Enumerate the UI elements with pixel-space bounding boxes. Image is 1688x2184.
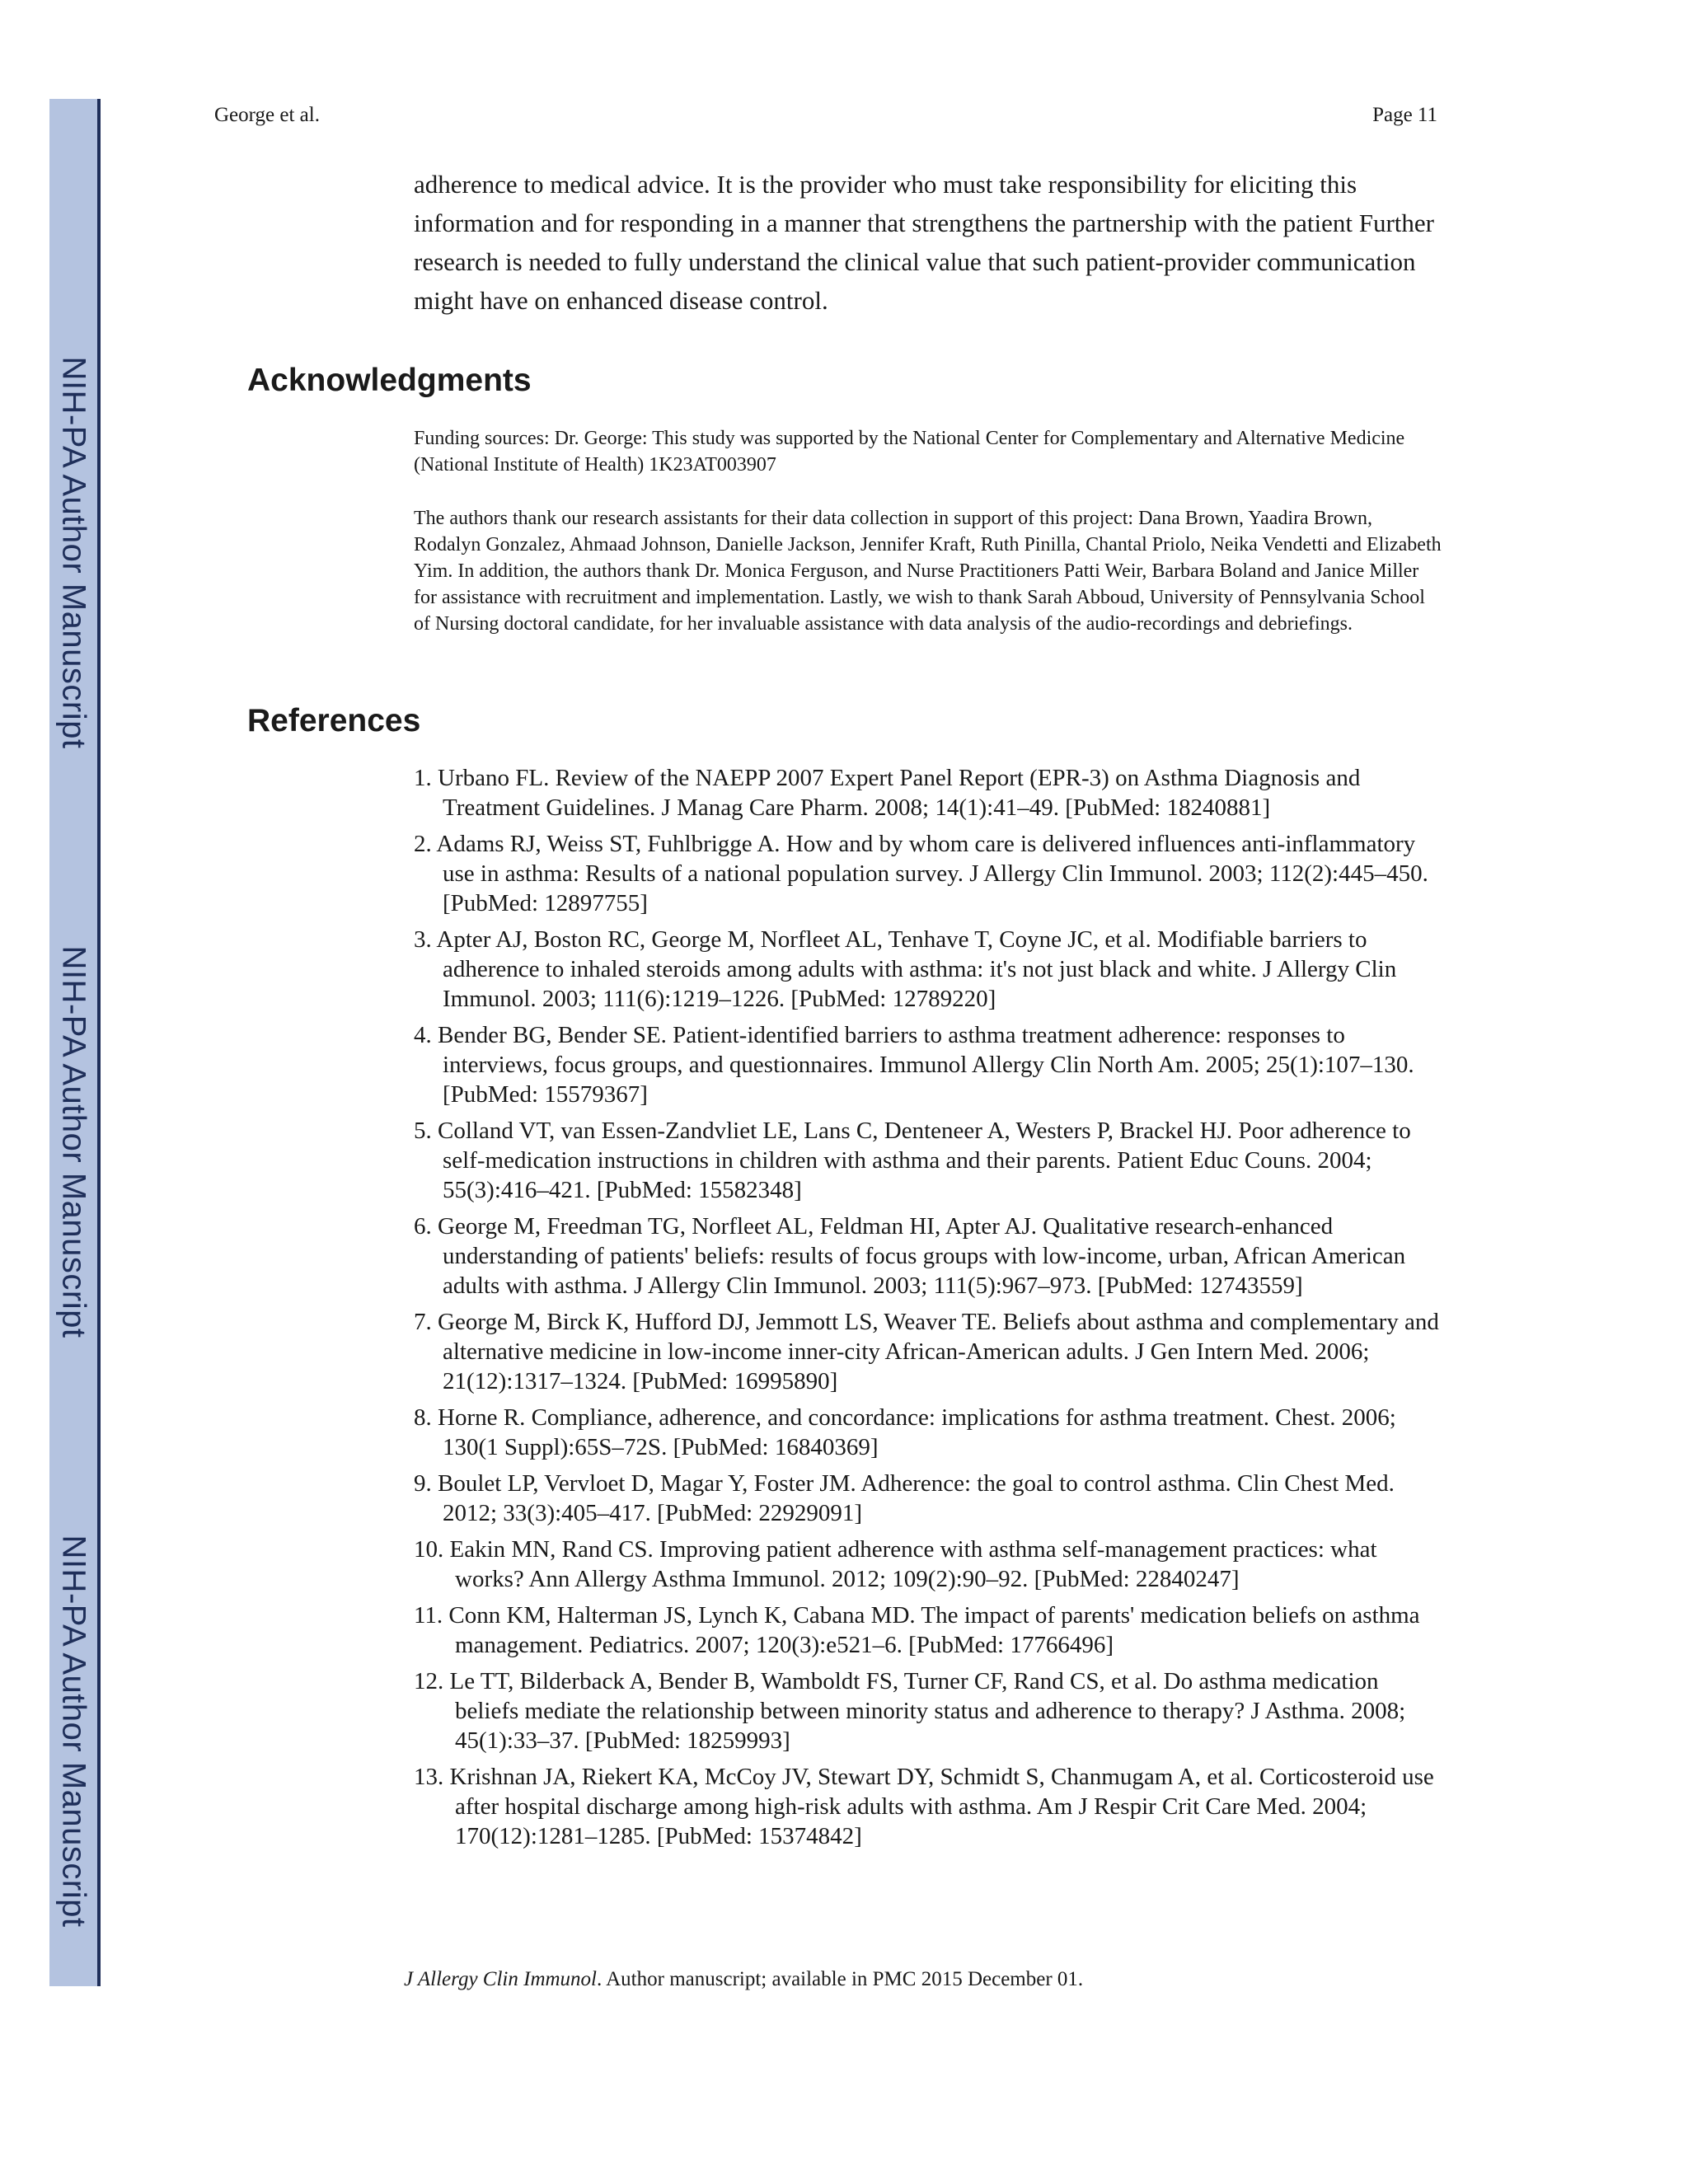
sidebar-label: NIH-PA Author Manuscript — [55, 356, 92, 748]
nih-manuscript-sidebar — [49, 99, 101, 1986]
reference-item: 2. Adams RJ, Weiss ST, Fuhlbrigge A. How and by whom care is delivered influences anti-inflammatory use in asthma: Results of a national population survey. J Allergy Clin Immunol. 2003; 112(2):445–450. [PubMed: 12897755] — [414, 831, 1428, 916]
continued-paragraph: adherence to medical advice. It is the provider who must take responsibility for eliciting this information and for responding in a manner that strengthens the partnership with the patient Further research is needed to fully understand the clinical value that such patient-provider communication might have on enhanced disease control. — [414, 170, 1434, 315]
thanks-statement: The authors thank our research assistants for their data collection in support of this project: Dana Brown, Yaadira Brown, Rodalyn Gonzalez, Ahmaad Johnson, Danielle Jackson, Jennifer Kraft, Ruth Pinilla, Chantal Priolo, Neika Vendetti and Elizabeth Yim. In addition, the authors thank Dr. Monica Ferguson, and Nurse Practitioners Patti Weir, Barbara Boland and Janice Miller for assistance with recruitment and implementation. Lastly, we wish to thank Sarah Abboud, University of Pennsylvania School of Nursing doctoral candidate, for her invaluable assistance with data analysis of the audio-recordings and debriefings. — [414, 508, 1442, 635]
reference-item: 8. Horne R. Compliance, adherence, and concordance: implications for asthma treatment. Chest. 2006; 130(1 Suppl):65S–72S. [PubMed: 16840369] — [414, 1404, 1396, 1460]
acknowledgments-heading: Acknowledgments — [247, 363, 532, 398]
sidebar-label: NIH-PA Author Manuscript — [55, 945, 92, 1338]
reference-item: 11. Conn KM, Halterman JS, Lynch K, Cabana MD. The impact of parents' medication beliefs on asthma management. Pediatrics. 2007; 120(3):e521–6. [PubMed: 17766496] — [414, 1602, 1420, 1658]
running-head-authors: George et al. — [214, 104, 320, 126]
sidebar-label: NIH-PA Author Manuscript — [55, 1535, 92, 1927]
reference-item: 9. Boulet LP, Vervloet D, Magar Y, Foster JM. Adherence: the goal to control asthma. Clin Chest Med. 2012; 33(3):405–417. [PubMed: 22929091] — [414, 1470, 1395, 1526]
reference-item: 12. Le TT, Bilderback A, Bender B, Wamboldt FS, Turner CF, Rand CS, et al. Do asthma medication beliefs mediate the relationship between minority status and adherence to therapy? J Asthma. 2008; 45(1):33–37. [PubMed: 18259993] — [414, 1668, 1406, 1754]
reference-item: 4. Bender BG, Bender SE. Patient-identified barriers to asthma treatment adherence: responses to interviews, focus groups, and questionnaires. Immunol Allergy Clin North Am. 2005; 25(1):107–130. [PubMed: 15579367] — [414, 1022, 1414, 1108]
journal-footer — [404, 1968, 1083, 1991]
reference-item: 7. George M, Birck K, Hufford DJ, Jemmott LS, Weaver TE. Beliefs about asthma and complementary and alternative medicine in low-income inner-city African-American adults. J Gen Intern Med. 2006; 21(12):1317–1324. [PubMed: 16995890] — [414, 1309, 1439, 1394]
reference-item: 5. Colland VT, van Essen-Zandvliet LE, Lans C, Denteneer A, Westers P, Brackel HJ. Poor adherence to self-medication instructions in children with asthma and their parents. Patient Educ Couns. 2004; 55(3):416–421. [PubMed: 15582348] — [414, 1118, 1411, 1203]
reference-item: 1. Urbano FL. Review of the NAEPP 2007 Expert Panel Report (EPR-3) on Asthma Diagnosis and Treatment Guidelines. J Manag Care Pharm. 2008; 14(1):41–49. [PubMed: 18240881] — [414, 765, 1361, 821]
reference-item: 10. Eakin MN, Rand CS. Improving patient adherence with asthma self-management practices: what works? Ann Allergy Asthma Immunol. 2012; 109(2):90–92. [PubMed: 22840247] — [414, 1536, 1377, 1592]
availability-note: . Author manuscript; available in PMC 2015 December 01. — [597, 1968, 1084, 1990]
reference-list — [414, 763, 1442, 1858]
reference-item: 6. George M, Freedman TG, Norfleet AL, Feldman HI, Apter AJ. Qualitative research-enhanced understanding of patients' beliefs: results of focus groups with low-income, urban, African American adults with asthma. J Allergy Clin Immunol. 2003; 111(5):967–973. [PubMed: 12743559] — [414, 1213, 1406, 1299]
page-number: Page 11 — [1372, 104, 1437, 126]
funding-statement: Funding sources: Dr. George: This study was supported by the National Center for Complementary and Alternative Medicine (National Institute of Health) 1K23AT003907 — [414, 428, 1405, 476]
journal-name: J Allergy Clin Immunol — [404, 1968, 597, 1990]
reference-item: 13. Krishnan JA, Riekert KA, McCoy JV, Stewart DY, Schmidt S, Chanmugam A, et al. Corticosteroid use after hospital discharge among high-risk adults with asthma. Am J Respir Crit Care Med. 2004; 170(12):1281–1285. [PubMed: 15374842] — [414, 1764, 1434, 1849]
reference-item: 3. Apter AJ, Boston RC, George M, Norfleet AL, Tenhave T, Coyne JC, et al. Modifiable barriers to adherence to inhaled steroids among adults with asthma: it's not just black and white. J Allergy Clin Immunol. 2003; 111(6):1219–1226. [PubMed: 12789220] — [414, 926, 1397, 1012]
references-heading: References — [247, 703, 421, 738]
